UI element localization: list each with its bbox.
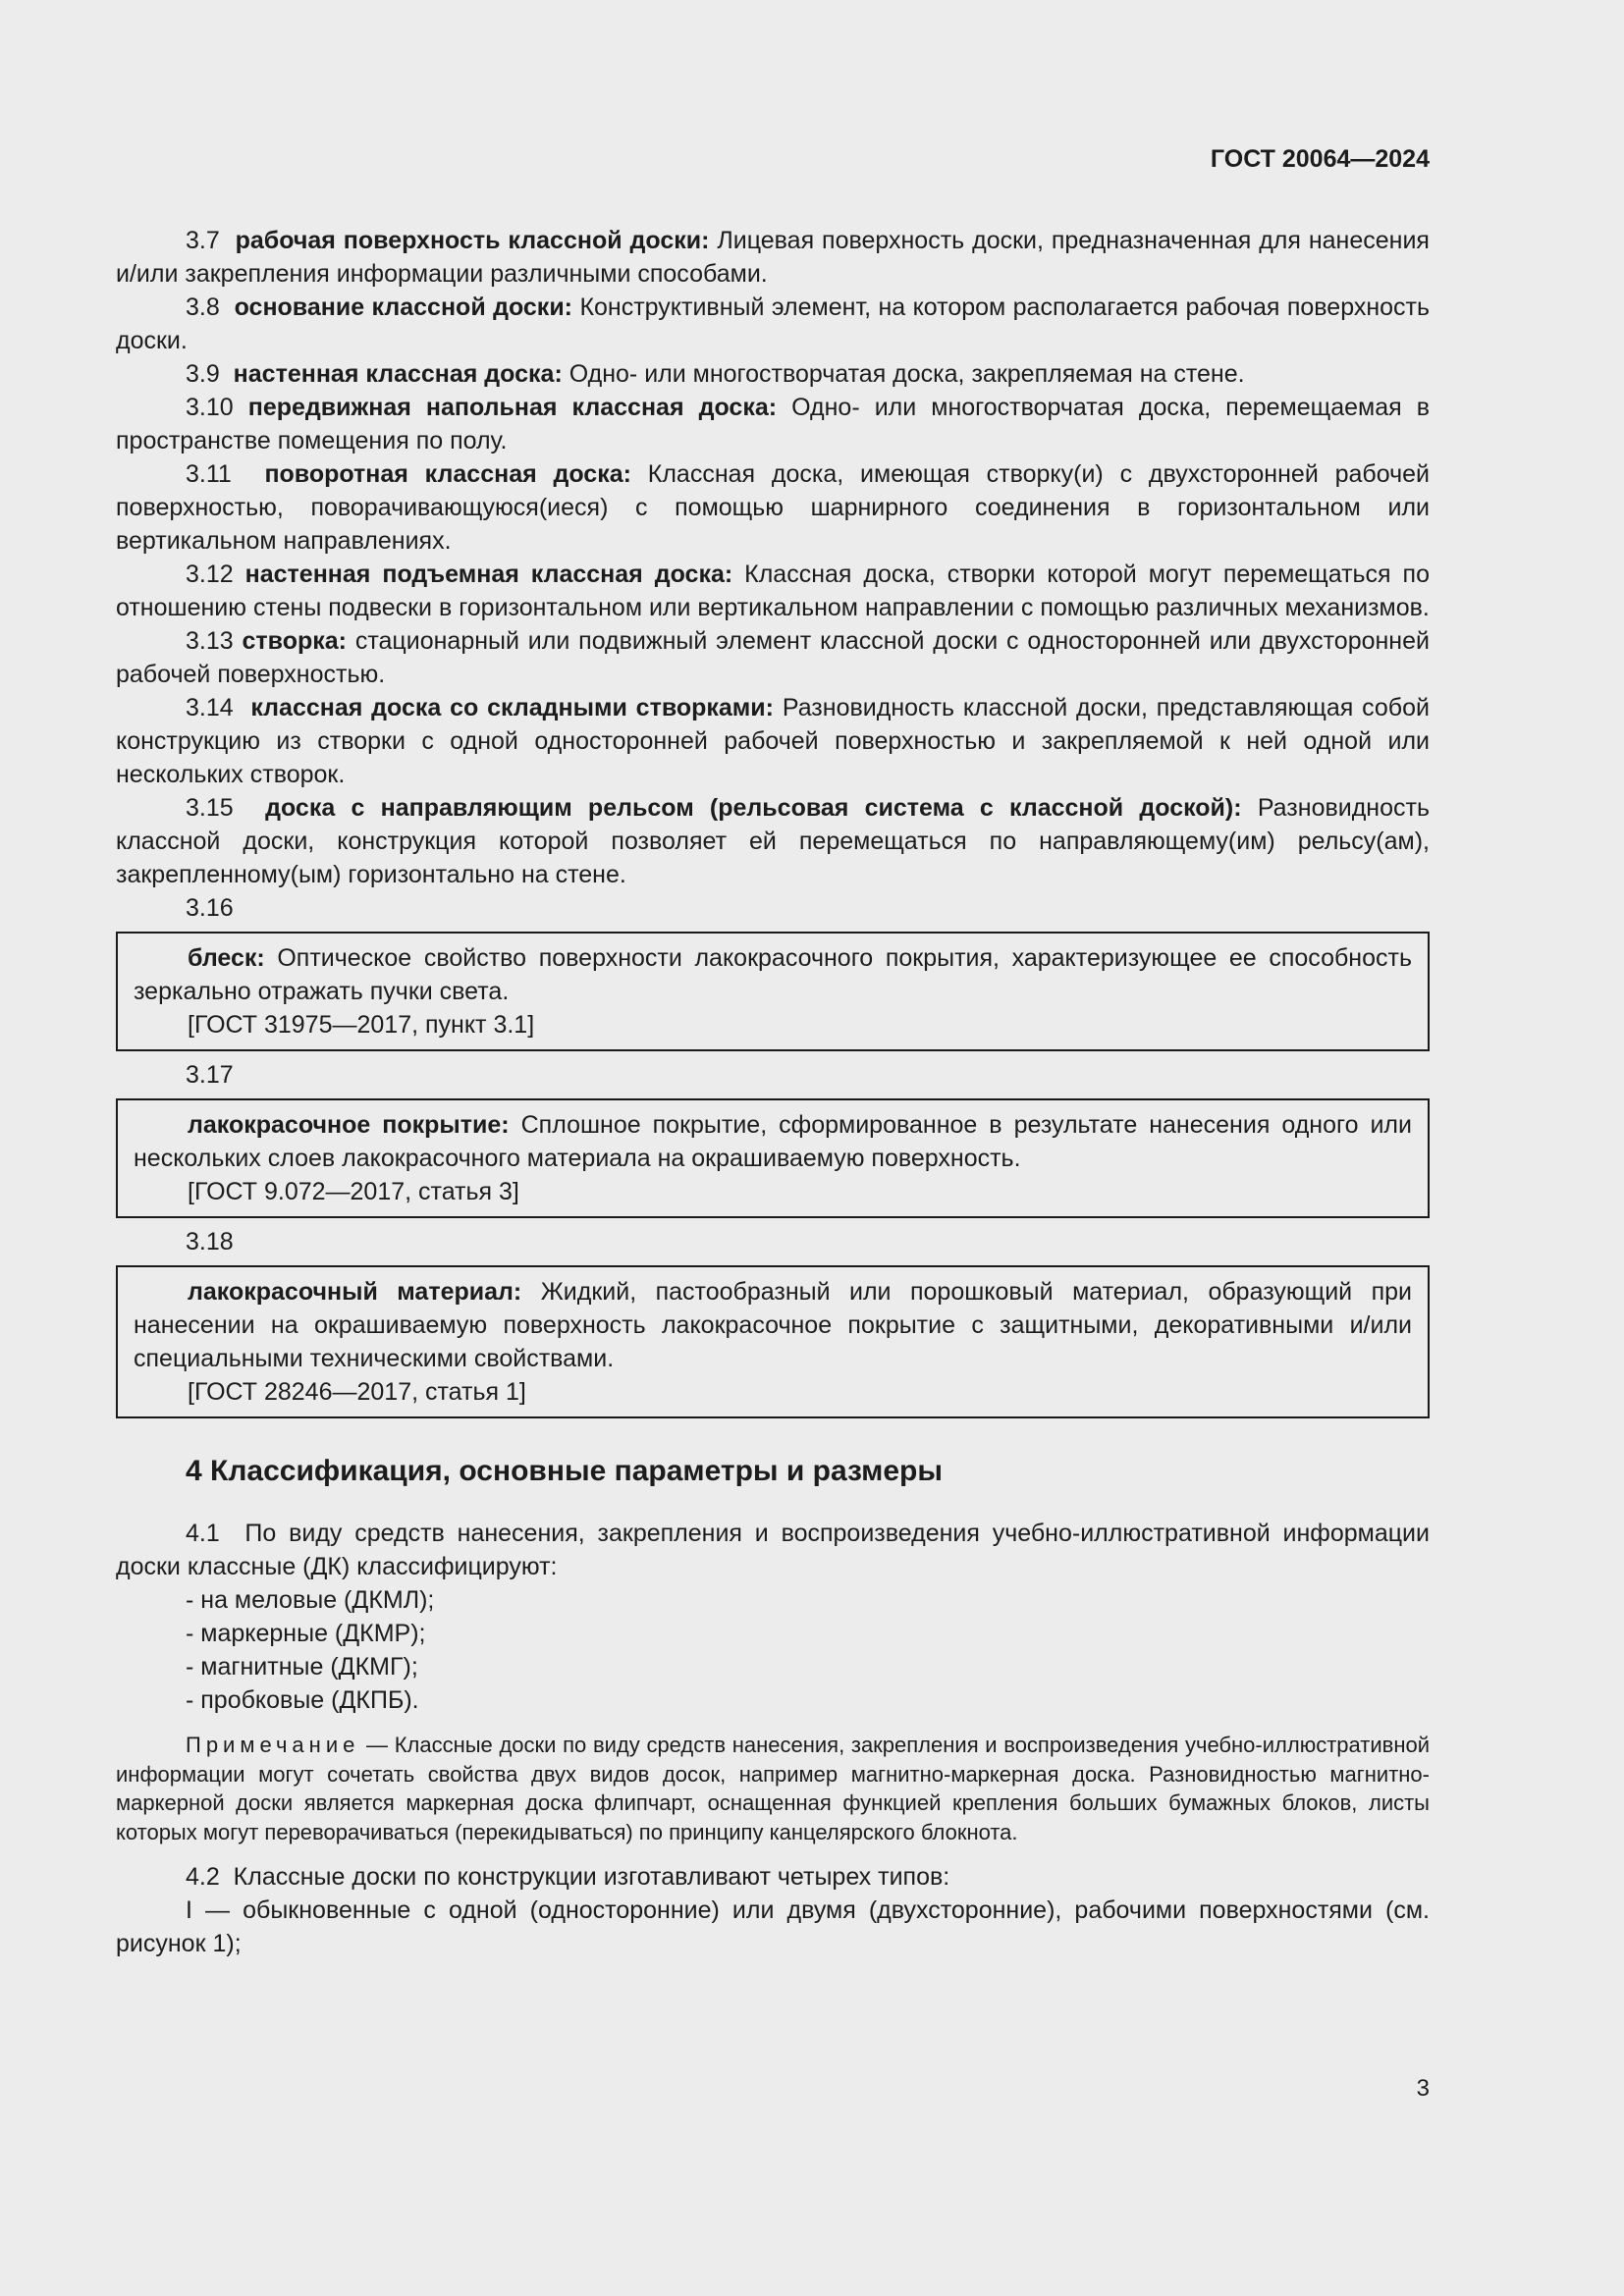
list-item: - пробковые (ДКПБ). bbox=[186, 1686, 419, 1714]
term-3-7 bbox=[116, 224, 1430, 291]
term-definition: Классная доска, имеющая створку(и) с двухсторонней рабочей поверхностью, поворачивающуюся(иеся) с помощью шарнирного соединения в горизонтальном или вертикальном направлениях. bbox=[116, 460, 1430, 555]
term-title: поворотная классная доска: bbox=[264, 460, 631, 488]
boxed-term-3-17 bbox=[116, 1098, 1430, 1218]
term-number: 3.8 bbox=[186, 294, 220, 321]
term-title: лакокрасочный материал: bbox=[188, 1278, 522, 1306]
list-item: - магнитные (ДКМГ); bbox=[186, 1653, 418, 1681]
boxed-term-body bbox=[134, 1108, 1412, 1175]
paragraph-4-1 bbox=[116, 1517, 1430, 1583]
term-title: рабочая поверхность классной доски: bbox=[235, 227, 710, 254]
section-heading: 4 Классификация, основные параметры и размеры bbox=[186, 1455, 944, 1487]
note bbox=[116, 1731, 1430, 1846]
document-code-header: ГОСТ 20064—2024 bbox=[1210, 145, 1430, 173]
term-definition: Одно- или многостворчатая доска, закрепляемая на стене. bbox=[568, 360, 1245, 388]
term-title: классная доска со складными створками: bbox=[250, 694, 774, 721]
term-definition: Разновидность классной доски, конструкция которой позволяет ей перемещаться по направляющему(им) рельсу(ам), закрепленному(ым) горизонтально на стене. bbox=[116, 794, 1430, 888]
list-item: - на меловые (ДКМЛ); bbox=[186, 1586, 435, 1614]
term-title: передвижная напольная классная доска: bbox=[247, 394, 778, 421]
source-reference: [ГОСТ 9.072—2017, статья 3] bbox=[188, 1178, 519, 1205]
term-definition: Сплошное покрытие, сформированное в результате нанесения одного или нескольких слоев лакокрасочного материала на окрашиваемую поверхность. bbox=[134, 1111, 1412, 1172]
term-title: настенная классная доска: bbox=[233, 360, 563, 388]
type-1-description: I — обыкновенные с одной (односторонние) или двумя (двухсторонние), рабочими поверхностями (см. рисунок 1); bbox=[116, 1896, 1430, 1957]
page-content bbox=[116, 224, 1430, 1960]
source-reference: [ГОСТ 28246—2017, статья 1] bbox=[188, 1378, 526, 1406]
term-3-15 bbox=[116, 791, 1430, 891]
term-number: 3.16 bbox=[186, 894, 234, 922]
boxed-term-3-18 bbox=[116, 1265, 1430, 1418]
paragraph-4-2 bbox=[116, 1860, 1430, 1894]
term-title: створка: bbox=[242, 627, 347, 655]
term-number: 3.9 bbox=[186, 360, 220, 388]
term-title: основание классной доски: bbox=[234, 294, 573, 321]
term-number: 3.18 bbox=[186, 1228, 234, 1255]
paragraph-number: 4.1 bbox=[186, 1520, 220, 1547]
term-title: доска с направляющим рельсом (рельсовая система с классной доской): bbox=[265, 794, 1242, 822]
term-3-12 bbox=[116, 558, 1430, 624]
list-item: - маркерные (ДКМР); bbox=[186, 1620, 426, 1647]
term-3-14 bbox=[116, 691, 1430, 791]
paragraph-number: 4.2 bbox=[186, 1863, 220, 1891]
term-number: 3.13 bbox=[186, 627, 234, 655]
term-3-13 bbox=[116, 624, 1430, 691]
boxed-term-body bbox=[134, 941, 1412, 1008]
term-definition: Лицевая поверхность доски, предназначенная для нанесения и/или закрепления информации различными способами. bbox=[116, 227, 1430, 288]
term-3-11 bbox=[116, 457, 1430, 558]
note-label: Примечание bbox=[186, 1733, 360, 1757]
term-number: 3.7 bbox=[186, 227, 220, 254]
term-definition: Одно- или многостворчатая доска, перемещаемая в пространстве помещения по полу. bbox=[116, 394, 1430, 454]
source-reference: [ГОСТ 31975—2017, пункт 3.1] bbox=[188, 1011, 535, 1039]
paragraph-text: Классные доски по конструкции изготавливают четырех типов: bbox=[233, 1863, 950, 1891]
paragraph-text: По виду средств нанесения, закрепления и воспроизведения учебно-иллюстративной информации доски классные (ДК) классифицируют: bbox=[116, 1520, 1430, 1580]
term-definition: Классная доска, створки которой могут перемещаться по отношению стены подвески в горизонтальном или вертикальном направлении с помощью различных механизмов. bbox=[116, 561, 1430, 621]
term-definition: Оптическое свойство поверхности лакокрасочного покрытия, характеризующее ее способность зеркально отражать пучки света. bbox=[134, 944, 1412, 1005]
term-definition: Жидкий, пастообразный или порошковый материал, образующий при нанесении на окрашиваемую поверхность лакокрасочное покрытие с защитными, декоративными и/или специальными техническими свойствами. bbox=[134, 1278, 1412, 1372]
term-number: 3.17 bbox=[186, 1061, 234, 1089]
term-definition: Разновидность классной доски, представляющая собой конструкцию из створки с одной односторонней рабочей поверхностью и закрепляемой к ней одной или нескольких створок. bbox=[116, 694, 1430, 788]
note-text: — Классные доски по виду средств нанесения, закрепления и воспроизведения учебно-иллюстративной информации могут сочетать свойства двух видов досок, например магнитно-маркерная доска. Разновидностью магнитно-маркерной доски является маркерная доска флипчарт, оснащенная функцией крепления больших бумажных блоков, листы которых могут переворачиваться (перекидываться) по принципу канцелярского блокнота. bbox=[116, 1733, 1430, 1844]
term-3-10 bbox=[116, 391, 1430, 457]
term-number: 3.12 bbox=[186, 561, 234, 588]
term-number: 3.11 bbox=[186, 460, 232, 488]
term-definition: стационарный или подвижный элемент классной доски с односторонней или двухсторонней рабочей поверхностью. bbox=[116, 627, 1430, 688]
term-title: блеск: bbox=[188, 944, 265, 972]
page-number: 3 bbox=[1416, 2075, 1430, 2102]
term-3-8 bbox=[116, 291, 1430, 357]
term-number: 3.14 bbox=[186, 694, 234, 721]
term-definition: Конструктивный элемент, на котором располагается рабочая поверхность доски. bbox=[116, 294, 1431, 354]
boxed-term-3-16 bbox=[116, 932, 1430, 1051]
term-title: настенная подъемная классная доска: bbox=[244, 561, 733, 588]
term-title: лакокрасочное покрытие: bbox=[188, 1111, 510, 1139]
term-number: 3.10 bbox=[186, 394, 234, 421]
classification-list bbox=[116, 1583, 1430, 1717]
term-number: 3.15 bbox=[186, 794, 234, 822]
term-3-9 bbox=[116, 357, 1430, 391]
boxed-term-body bbox=[134, 1275, 1412, 1375]
